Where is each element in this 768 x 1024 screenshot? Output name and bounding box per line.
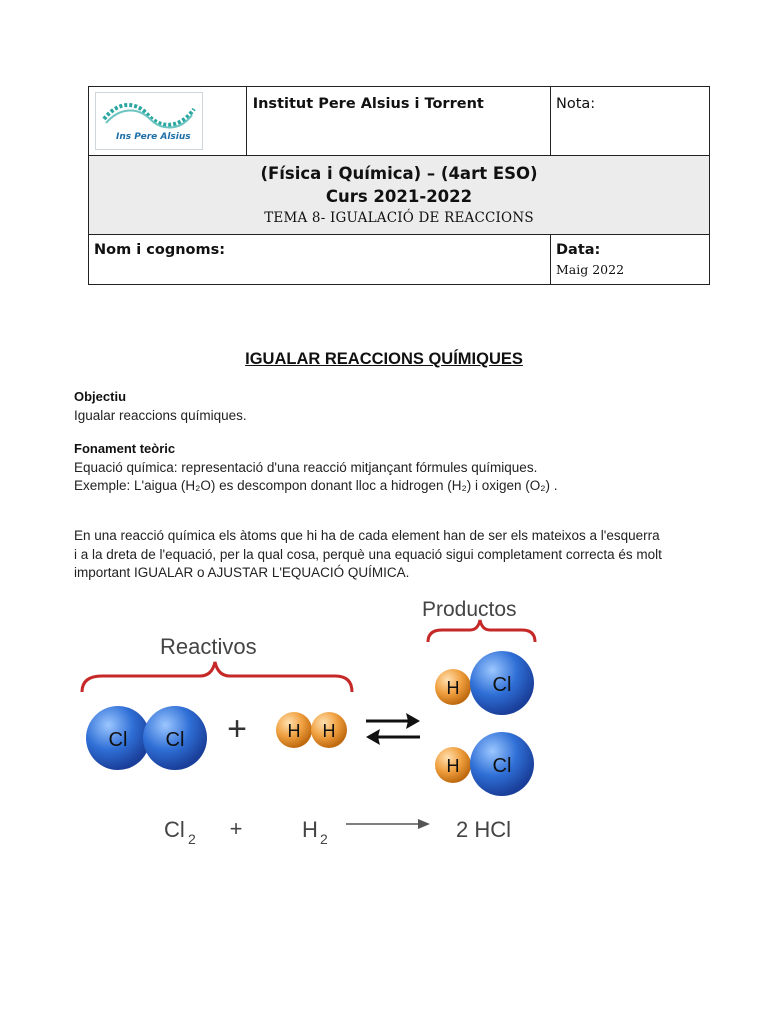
equation-cl-subscript: 2 xyxy=(188,831,196,847)
paragraph-line-3: important IGUALAR o AJUSTAR L'EQUACIÓ QUÍMICA. xyxy=(74,565,410,580)
page-title: IGUALAR REACCIONS QUÍMIQUES xyxy=(245,350,523,368)
school-logo xyxy=(95,92,203,150)
name-field xyxy=(89,235,551,285)
reactants-brace xyxy=(82,662,352,692)
products-brace xyxy=(428,620,535,642)
equation-cl: Cl xyxy=(164,817,185,842)
objective-text: Igualar reaccions químiques. xyxy=(74,408,247,423)
course-subject: (Física i Química) – (4art ESO) xyxy=(260,164,538,183)
school-name: Institut Pere Alsius i Torrent xyxy=(246,87,550,156)
equation-h-subscript: 2 xyxy=(320,831,328,847)
grade-field xyxy=(551,87,710,156)
chlorine-symbol-1: Cl xyxy=(108,729,128,751)
date-label: Data: xyxy=(556,242,601,258)
hcl2-cl-symbol: Cl xyxy=(492,755,512,777)
theory-heading: Fonament teòric xyxy=(74,441,176,456)
equation-h: H xyxy=(302,817,318,842)
logo-text: Ins Pere Alsius xyxy=(116,132,191,142)
nota-label: Nota: xyxy=(556,96,596,112)
paragraph xyxy=(74,527,706,583)
course-year: Curs 2021-2022 xyxy=(325,187,473,206)
date-value: Maig 2022 xyxy=(556,262,625,277)
objective-heading: Objectiu xyxy=(74,389,127,404)
course-info xyxy=(89,156,710,235)
hcl1-cl-symbol: Cl xyxy=(492,674,512,696)
reactants-label: Reactivos xyxy=(160,634,257,659)
hcl2-h-symbol: H xyxy=(446,756,460,776)
name-label: Nom i cognoms: xyxy=(94,242,226,258)
date-field xyxy=(551,235,710,285)
equation-product: 2 HCl xyxy=(456,817,512,842)
chlorine-symbol-2: Cl xyxy=(165,729,185,751)
paragraph-line-1: En una reacció química els àtoms que hi ha de cada element han de ser els mateixos a l'esquerra xyxy=(74,528,660,543)
equation-arrow-icon xyxy=(346,819,430,829)
equation-plus: + xyxy=(229,816,243,841)
equilibrium-arrows-icon xyxy=(366,713,420,745)
plus-sign: + xyxy=(227,710,247,748)
reaction-diagram xyxy=(70,592,550,857)
theory-line-2: Exemple: L'aigua (H₂O) es descompon donant lloc a hidrogen (H₂) i oxigen (O₂) . xyxy=(74,478,558,493)
topic-title: TEMA 8- IGUALACIÓ DE REACCIONS xyxy=(264,210,534,226)
hydrogen-symbol-1: H xyxy=(287,721,301,741)
hydrogen-symbol-2: H xyxy=(322,721,336,741)
hcl1-h-symbol: H xyxy=(446,678,460,698)
theory-line-1: Equació química: representació d'una reacció mitjançant fórmules químiques. xyxy=(74,460,538,475)
logo-cell xyxy=(89,87,247,156)
header-table xyxy=(88,86,710,285)
products-label: Productos xyxy=(422,598,517,621)
logo-wave-icon xyxy=(96,93,202,149)
paragraph-line-2: i a la dreta de l'equació, per la qual cosa, perquè una equació sigui completament correcta és molt xyxy=(74,546,662,562)
